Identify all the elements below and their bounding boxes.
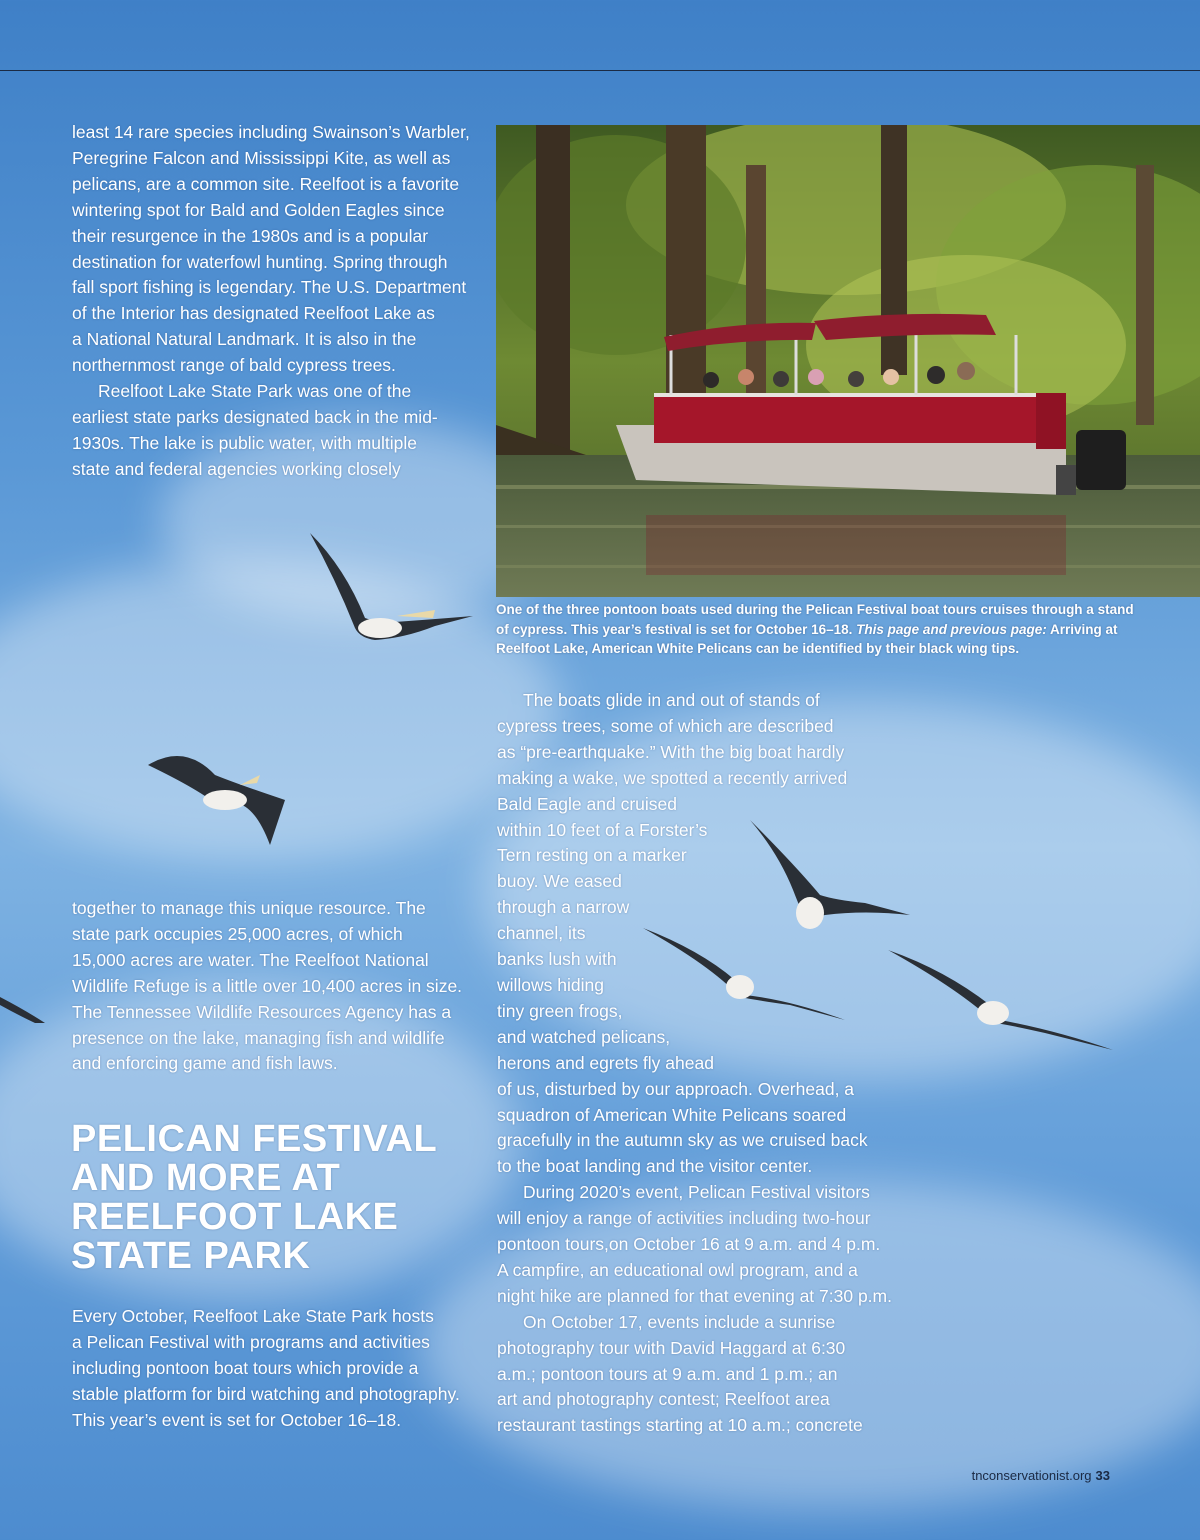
caption-italic: This page and previous page: bbox=[856, 621, 1047, 637]
header-rule bbox=[0, 70, 1200, 71]
pontoon-boat-photo bbox=[496, 125, 1200, 597]
page-number: 33 bbox=[1095, 1468, 1110, 1483]
paragraph: least 14 rare species including Swainson’s Warbler, Peregrine Falcon and Mississippi Kite, as well as pelicans, are a common site. Reelfoot is a favorite wintering spot for Bald and Golden Eagles since their resurgence in the 1980s and is a popular destination for waterfowl hunting. Spring through fall sport fishing is legendary. The U.S. Department of the Interior has designated Reelfoot Lake as a National Natural Landmark. It is also in the northernmost range of bald cypress trees. bbox=[72, 122, 470, 376]
column-left-bottom bbox=[72, 1304, 492, 1434]
section-heading: PELICAN FESTIVAL AND MORE AT REELFOOT LAKE STATE PARK bbox=[71, 1118, 438, 1277]
paragraph: On October 17, events include a sunrise photography tour with David Haggard at 6:30 a.m.; pontoon tours at 9 a.m. and 1 p.m.; an art and photography contest; Reelfoot area restaurant tastings starting at 10 a.m.; concrete bbox=[497, 1311, 863, 1436]
paragraph: together to manage this unique resource. The state park occupies 25,000 acres, of which 15,000 acres are water. The Reelfoot National Wildlife Refuge is a little over 10,400 acres in size. The Tennessee Wildlife Resources Agency has a presence on the lake, managing fish and wildlife and enforcing game and fish laws. bbox=[72, 898, 463, 1074]
page-footer bbox=[972, 1468, 1110, 1483]
column-right bbox=[497, 688, 927, 1439]
paragraph: Every October, Reelfoot Lake State Park hosts a Pelican Festival with programs and activities including pontoon boat tours which provide a stable platform for bird watching and photography. This year’s event is set for October 16–18. bbox=[72, 1306, 460, 1430]
pelican-icon bbox=[0, 995, 48, 1025]
paragraph: Reelfoot Lake State Park was one of the earliest state parks designated back in the mid- 1930s. The lake is public water, with multiple state and federal agencies working closely bbox=[72, 381, 438, 479]
pelican-icon bbox=[145, 745, 290, 850]
column-left-mid bbox=[72, 896, 482, 1077]
pelican-icon bbox=[305, 528, 480, 646]
paragraph: The boats glide in and out of stands of cypress trees, some of which are described as “pre-earthquake.” With the big boat hardly making a wake, we spotted a recently arrived Bald Eagle and cruised within 10 feet of a Forster’s Tern resting on a marker buoy. We eased through a narrow channel, its banks lush with willows hiding tiny green frogs, and watched pelicans, herons and egrets fly ahead of us, disturbed by our approach. Overhead, a squadron of American White Pelicans soared gracefully in the autumn sky as we cruised back to the boat landing and the visitor center. bbox=[497, 690, 868, 1177]
caption-tail: Arriving at Reelfoot Lake, American White Pelicans can be identified by their black wing tips. bbox=[496, 621, 1118, 656]
caption-main: One of the three pontoon boats used during the Pelican Festival boat tours cruises through a stand of cypress. This year’s festival is set for October 16–18. bbox=[496, 602, 1134, 637]
paragraph: During 2020’s event, Pelican Festival visitors will enjoy a range of activities including two-hour pontoon tours,on October 16 at 9 a.m. and 4 p.m. A campfire, an educational owl program, and a night hike are planned for that evening at 7:30 p.m. bbox=[497, 1182, 892, 1306]
column-left-top bbox=[72, 120, 482, 483]
photo-caption bbox=[496, 600, 1136, 659]
footer-site: tnconservationist.org bbox=[971, 1468, 1092, 1483]
